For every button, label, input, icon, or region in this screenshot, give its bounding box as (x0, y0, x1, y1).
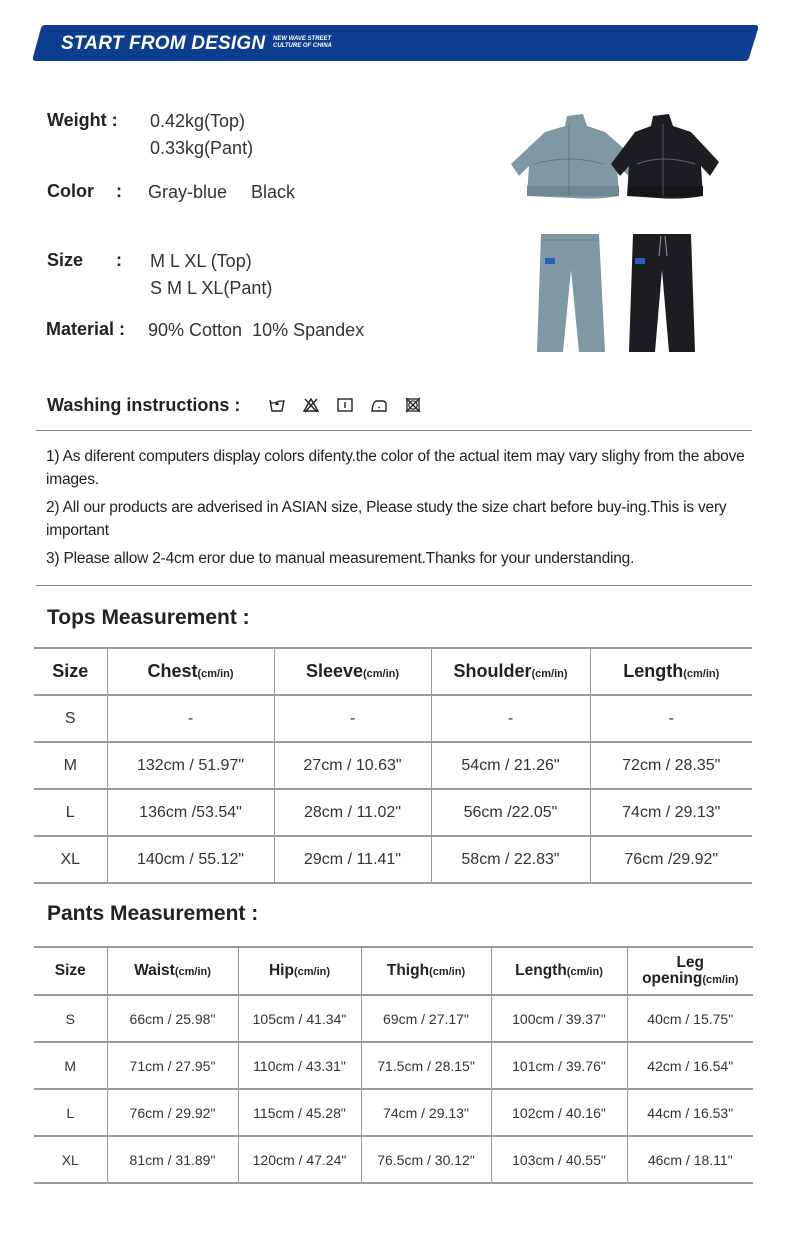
material-value: 90% Cotton 10% Spandex (148, 320, 365, 340)
length-cell: 72cm / 28.35" (590, 742, 752, 789)
iron-low-icon (370, 396, 388, 414)
table-row (34, 789, 752, 836)
black-jacket-icon (611, 114, 719, 199)
chest-cell: 136cm /53.54" (107, 789, 274, 836)
size-cell: L (34, 789, 107, 836)
tops-header-length: Length(cm/in) (590, 648, 752, 695)
shoulder-cell: 58cm / 22.83" (431, 836, 590, 883)
shoulder-cell: 54cm / 21.26" (431, 742, 590, 789)
hip-cell: 115cm / 45.28" (238, 1089, 361, 1136)
material-label: Material : (46, 319, 126, 339)
weight-pant-value: 0.33kg(Pant) (150, 138, 254, 158)
pants-header-waist: Waist(cm/in) (107, 947, 238, 995)
grayblue-pants-icon (537, 234, 605, 352)
washing-label: Washing instructions : (47, 395, 241, 415)
sleeve-cell: - (274, 695, 431, 742)
banner-subtitle-line2: CULTURE OF CHINA (273, 43, 332, 49)
chest-cell: 132cm / 51.97" (107, 742, 274, 789)
hip-cell: 120cm / 47.24" (238, 1136, 361, 1183)
waist-cell: 76cm / 29.92" (107, 1089, 238, 1136)
chest-cell: - (107, 695, 274, 742)
tops-header-chest: Chest(cm/in) (107, 648, 274, 695)
hip-cell: 110cm / 43.31" (238, 1042, 361, 1089)
weight-top-value: 0.42kg(Top) (150, 111, 246, 131)
size-cell: M (34, 742, 107, 789)
size-top-value: M L XL (Top) (150, 251, 252, 271)
pants-header-row (34, 947, 753, 995)
length-cell: 76cm /29.92" (590, 836, 752, 883)
thigh-cell: 69cm / 27.17" (361, 995, 491, 1042)
length-cell: 100cm / 39.37" (491, 995, 627, 1042)
pants-table (34, 946, 753, 1184)
length-cell: 101cm / 39.76" (491, 1042, 627, 1089)
shoulder-cell: - (431, 695, 590, 742)
table-row (34, 836, 752, 883)
hip-cell: 105cm / 41.34" (238, 995, 361, 1042)
notes (46, 445, 746, 575)
thigh-cell: 71.5cm / 28.15" (361, 1042, 491, 1089)
table-row (34, 995, 753, 1042)
size-cell: XL (34, 1136, 107, 1183)
size-cell: M (34, 1042, 107, 1089)
note-3: 3) Please allow 2-4cm eror due to manual measurement.Thanks for your understanding. (46, 550, 635, 567)
waist-cell: 66cm / 25.98" (107, 995, 238, 1042)
waist-cell: 81cm / 31.89" (107, 1136, 238, 1183)
banner-title: START FROM DESIGN (61, 33, 266, 54)
length-cell: 103cm / 40.55" (491, 1136, 627, 1183)
leg-opening-cell: 44cm / 16.53" (627, 1089, 753, 1136)
sleeve-cell: 27cm / 10.63" (274, 742, 431, 789)
sleeve-cell: 29cm / 11.41" (274, 836, 431, 883)
length-cell: 74cm / 29.13" (590, 789, 752, 836)
do-not-tumble-dry-icon (404, 396, 422, 414)
tops-header-sleeve: Sleeve(cm/in) (274, 648, 431, 695)
pants-title: Pants Measurement : (47, 902, 259, 925)
thigh-cell: 76.5cm / 30.12" (361, 1136, 491, 1183)
size-cell: L (34, 1089, 107, 1136)
color-value-grayblue: Gray-blue (148, 182, 228, 202)
size-colon: : (116, 250, 122, 270)
leg-opening-cell: 46cm / 18.11" (627, 1136, 753, 1183)
table-row (34, 695, 752, 742)
table-row (34, 1089, 753, 1136)
black-pants-icon (629, 234, 695, 352)
color-value-black: Black (251, 182, 296, 202)
table-row (34, 1042, 753, 1089)
tops-header-size: Size (34, 648, 107, 695)
thigh-cell: 74cm / 29.13" (361, 1089, 491, 1136)
tops-table (34, 647, 752, 884)
washing-icons (268, 396, 422, 414)
do-not-bleach-icon (302, 396, 320, 414)
size-label: Size (47, 250, 84, 270)
tops-header-row (34, 648, 752, 695)
drip-dry-icon (336, 396, 354, 414)
pants-header-hip: Hip(cm/in) (238, 947, 361, 995)
hand-wash-icon (268, 396, 286, 414)
note-1: 1) As diferent computers display colors difenty.the color of the actual item may vary slighy from the above images. (46, 448, 745, 488)
pants-header-size: Size (34, 947, 107, 995)
pants-header-thigh: Thigh(cm/in) (361, 947, 491, 995)
leg-opening-cell: 40cm / 15.75" (627, 995, 753, 1042)
leg-opening-cell: 42cm / 16.54" (627, 1042, 753, 1089)
divider-bottom (36, 585, 752, 586)
shoulder-cell: 56cm /22.05" (431, 789, 590, 836)
pants-header-leg-opening: Leg opening(cm/in) (627, 947, 753, 995)
color-colon: : (116, 181, 122, 201)
table-row (34, 742, 752, 789)
size-pant-value: S M L XL(Pant) (150, 278, 273, 298)
length-cell: - (590, 695, 752, 742)
pants-header-length: Length(cm/in) (491, 947, 627, 995)
tops-header-shoulder: Shoulder(cm/in) (431, 648, 590, 695)
sleeve-cell: 28cm / 11.02" (274, 789, 431, 836)
size-cell: S (34, 995, 107, 1042)
waist-cell: 71cm / 27.95" (107, 1042, 238, 1089)
weight-label: Weight : (47, 110, 118, 130)
divider-top (36, 430, 752, 431)
table-row (34, 1136, 753, 1183)
banner-subtitle (273, 36, 332, 50)
banner-subtitle-line1: NEW WAVE STREET (273, 36, 332, 42)
header-banner (33, 25, 758, 61)
product-image (505, 110, 725, 365)
length-cell: 102cm / 40.16" (491, 1089, 627, 1136)
color-label: Color (47, 181, 94, 201)
size-cell: S (34, 695, 107, 742)
size-cell: XL (34, 836, 107, 883)
tops-title: Tops Measurement : (47, 606, 250, 629)
chest-cell: 140cm / 55.12" (107, 836, 274, 883)
note-2: 2) All our products are adverised in ASIAN size, Please study the size chart before buy-ing.This is very important (46, 499, 727, 539)
